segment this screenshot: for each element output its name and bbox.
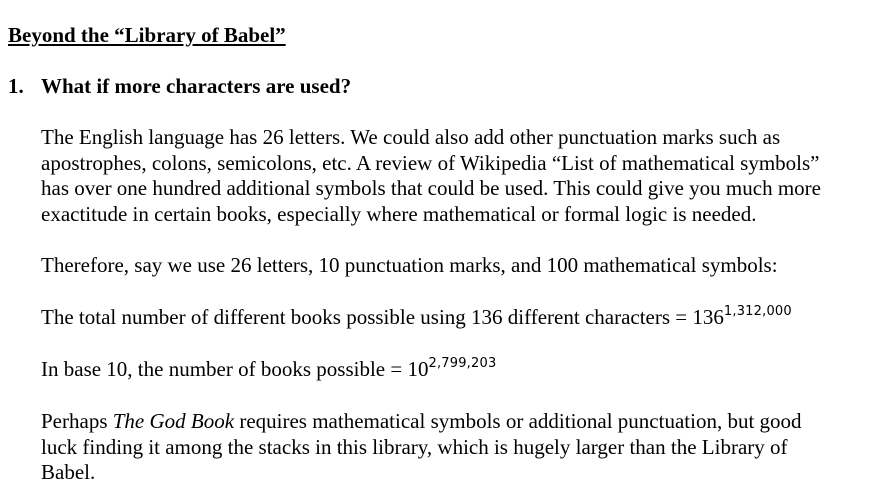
equation-base: 136 [692, 305, 724, 329]
equation-text: The total number of different books possible using 136 different characters = [41, 305, 693, 329]
paragraph-line: apostrophes, colons, semicolons, etc. A review of Wikipedia “List of mathematical symbols” [41, 150, 820, 175]
paragraph-base-ten [41, 357, 496, 383]
section-heading-text: What if more characters are used? [41, 74, 352, 98]
equation-exponent: 1,312,000 [723, 304, 792, 319]
paragraph-line: luck finding it among the stacks in this library, which is hugely larger than the Library of [41, 434, 788, 459]
paragraph-line: has over one hundred additional symbols that could be used. This could give you much more [41, 176, 821, 200]
paragraph-line: Therefore, say we use 26 letters, 10 punctuation marks, and 100 mathematical symbols: [41, 253, 778, 277]
paragraph-line: The English language has 26 letters. We could also add other punctuation marks such as [41, 125, 781, 149]
paragraph-line: exactitude in certain books, especially where mathematical or formal logic is needed. [41, 201, 757, 226]
paragraph-characters [41, 125, 821, 227]
paragraph-text: Perhaps [41, 409, 113, 433]
equation-line [41, 305, 792, 331]
paragraph-text: requires mathematical symbols or additional punctuation, but good [234, 409, 802, 433]
paragraph-line [41, 409, 802, 435]
document-title: Beyond the “Library of Babel” [8, 23, 286, 47]
section-heading [8, 73, 351, 99]
section-number: 1. [8, 74, 24, 98]
paragraph-total-books [41, 305, 792, 331]
book-title-italic: The God Book [112, 409, 235, 433]
paragraph-therefore [41, 253, 778, 279]
equation-base: 10 [407, 357, 429, 381]
equation-line [41, 357, 496, 383]
equation-exponent: 2,799,203 [428, 356, 497, 371]
equation-text: In base 10, the number of books possible = [41, 357, 408, 381]
paragraph-god-book [41, 409, 802, 486]
paragraph-line: Babel. [41, 460, 96, 484]
